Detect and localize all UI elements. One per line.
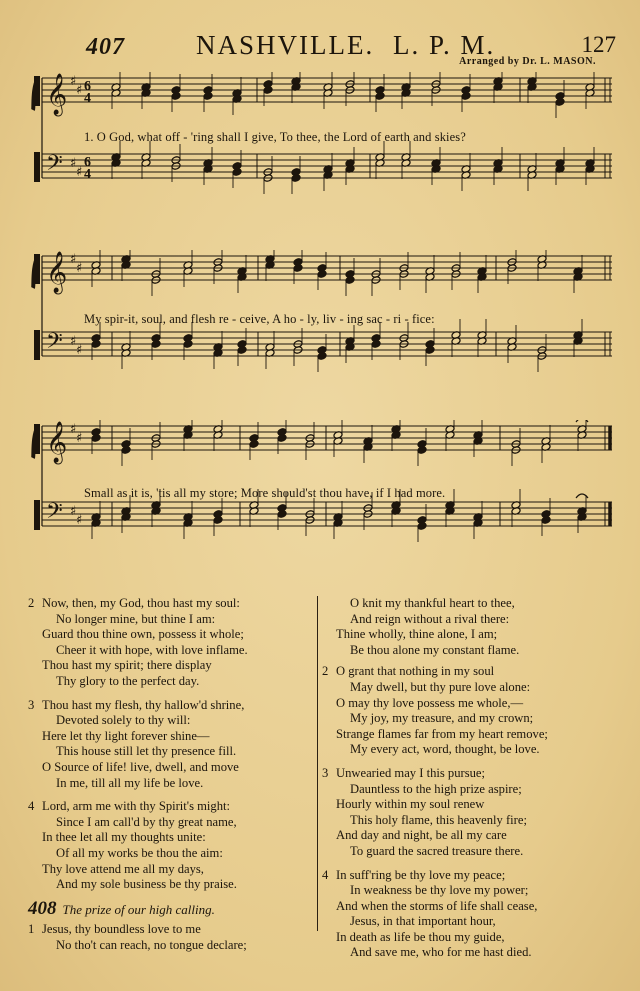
sharp-sign: ♯ [70,422,77,437]
verse-stanza [28,596,313,690]
hymn-408-number: 408 [28,897,57,919]
hymn-408-title: The prize of our high calling. [62,901,215,917]
verses-right-column [322,596,622,969]
tune-name: NASHVILLE. [196,30,375,60]
verse-line-text: This house still let thy presence fill. [56,744,237,759]
verse-line-text: Unwearied may I this pursue; [336,765,485,780]
bass-time-numerator: 6 [84,155,91,170]
verse-line-text: Be thou alone my constant flame. [350,642,520,657]
verse-line [322,766,622,782]
verse-line [322,914,622,930]
verse-line [322,711,622,727]
hymn-number: 407 [86,34,125,60]
treble-clef: 𝄞 [46,252,68,293]
verse-line-text: Now, then, my God, thou hast my soul: [42,596,240,610]
verse-line-text: In death as life be thou my guide, [336,929,505,944]
arranger-credit: Arranged by Dr. L. MASON. [459,56,596,67]
sharp-sign: ♯ [70,252,77,267]
verse-line [322,828,622,844]
verse-line-text: No longer mine, but thine I am: [56,611,216,626]
verse-line [322,930,622,946]
verse-line [28,729,313,745]
verse-line [322,813,622,829]
bracket-bottom [34,330,40,360]
sharp-sign: ♯ [76,513,83,528]
verse-line-text: Cheer it with hope, with love inflame. [56,642,248,657]
verse-line [322,680,622,696]
treble-time-numerator: 6 [84,79,91,94]
verse-line [28,938,313,954]
verse-line [28,922,313,938]
tune-meter: L. P. M. [392,30,496,60]
verse-line-text: In me, till all my life be love. [56,775,204,790]
sharp-sign: ♯ [70,74,77,89]
sharp-sign: ♯ [76,261,83,276]
verse-line [28,846,313,862]
verse-stanza [322,868,622,962]
verse-stanza [322,664,622,758]
bracket-top [34,76,40,106]
verse-line [28,674,313,690]
bracket-bottom [34,152,40,182]
verse-line-text: Devoted solely to thy will: [56,713,191,728]
verse-line [28,713,313,729]
verse-line-text: No tho't can reach, no tongue declare; [56,937,247,952]
verse-line-text: Thou hast my spirit; there display [42,658,212,673]
column-divider [317,596,318,931]
verse-line [322,612,622,628]
sharp-sign: ♯ [70,504,77,519]
verse-line [322,742,622,758]
verse-line-text: Thine wholly, thine alone, I am; [336,627,498,642]
verse-line [322,899,622,915]
verse-line-text: And day and night, be all my care [336,828,507,843]
verse-line-text: And my sole business be thy praise. [56,877,237,892]
lyric-line-1: 1. O God, what off - 'ring shall I give, To thee, the Lord of earth and skies? [84,130,466,144]
verse-line-text: Strange flames far from my heart remove; [336,726,548,741]
verse-line-text: May dwell, but thy pure love alone: [350,679,531,694]
verse-line [28,643,313,659]
verse-line-text: O may thy love possess me whole,— [336,695,524,710]
bass-clef: 𝄢 [46,499,63,529]
bracket-bottom [34,500,40,530]
verse-line-text: And reign without a rival there: [350,611,510,626]
sharp-sign: ♯ [76,165,83,180]
verse-line-text: Thou hast my flesh, thy hallow'd shrine, [42,697,245,712]
verse-line [28,830,313,846]
lyric-line-2: My spir-it, soul, and flesh re - ceive, A ho - ly, liv - ing sac - ri - fice: [84,312,435,326]
verse-line-text: To guard the sacred treasure there. [350,843,524,858]
verse-line [322,627,622,643]
verse-line-text: Thy glory to the perfect day. [56,673,200,688]
verse-line-text: Lord, arm me with thy Spirit's might: [42,799,231,814]
verse-number: 1 [28,922,35,937]
treble-time-denominator: 4 [84,91,91,106]
bass-clef: 𝄢 [46,329,63,359]
treble-clef: 𝄞 [46,74,68,115]
verse-line [28,658,313,674]
verse-line [28,799,313,815]
verse-line [28,698,313,714]
verse-line-text: Jesus, in that important hour, [350,914,496,929]
verse-line [322,868,622,884]
verse-number: 3 [28,697,35,712]
verse-line [28,744,313,760]
music-system-3 [30,420,616,580]
verse-line [28,627,313,643]
verse-line [28,815,313,831]
page-number: 127 [581,32,616,57]
verse-line-text: In weakness be thy love my power; [350,883,529,898]
verse-line-text: My every act, word, thought, be love. [350,742,540,757]
verse-line [322,727,622,743]
verse-line-text: In thee let all my thoughts unite: [42,830,206,845]
verse-line-text: O knit my thankful heart to thee, [350,596,515,610]
verses-left-column [28,596,313,961]
verse-stanza [322,596,622,658]
verse-line-text: Of all my works be thou the aim: [56,845,223,860]
verse-line [322,696,622,712]
verse-line [322,844,622,860]
verse-line-text: And when the storms of life shall cease, [336,898,538,913]
verse-stanza [322,766,622,860]
verse-line-text: Guard thou thine own, possess it whole; [42,627,244,642]
verse-line-text: Here let thy light forever shine— [42,728,210,743]
lyric-line-3: Small as it is, 'tis all my store; More should'st thou have, if I had more. [84,486,446,500]
verse-line [28,760,313,776]
verse-line-text: Since I am call'd by thy great name, [56,814,237,829]
verse-line [28,776,313,792]
verse-number: 2 [28,596,35,610]
verse-line-text: And save me, who for me hast died. [350,945,532,960]
verse-line [28,612,313,628]
music-score-1 [30,72,616,232]
sharp-sign: ♯ [76,343,83,358]
verse-number: 4 [322,867,329,882]
verse-line-text: Thy love attend me all my days, [42,861,204,876]
sharp-sign: ♯ [70,334,77,349]
verse-line [322,643,622,659]
verse-number: 4 [28,799,35,814]
hymn-408-heading [28,897,313,919]
bracket-top [34,254,40,284]
verse-line [322,883,622,899]
verse-line [322,782,622,798]
verse-line-text: My joy, my treasure, and my crown; [350,711,534,726]
verse-stanza [28,698,313,792]
bass-time-denominator: 4 [84,167,91,182]
music-score-2 [30,250,616,410]
verse-line-text: O grant that nothing in my soul [336,664,495,679]
bass-clef: 𝄢 [46,151,63,181]
verse-line-text: In suff'ring be thy love my peace; [336,867,506,882]
verse-line-text: Jesus, thy boundless love to me [42,922,201,937]
sharp-sign: ♯ [70,156,77,171]
verse-stanza [28,799,313,893]
verse-line [28,877,313,893]
verse-line [28,596,313,612]
verse-line [322,664,622,680]
bracket-top [34,424,40,454]
music-system-1 [30,72,616,232]
verse-stanza [28,922,313,953]
verse-line [28,862,313,878]
treble-clef: 𝄞 [46,422,68,463]
verse-number: 3 [322,765,329,780]
sharp-sign: ♯ [76,83,83,98]
verse-line [322,797,622,813]
music-system-2 [30,250,616,410]
verse-line-text: O Source of life! live, dwell, and move [42,759,239,774]
verse-line [322,945,622,961]
verse-line-text: Hourly within my soul renew [336,797,485,812]
verse-line-text: This holy flame, this heavenly fire; [350,812,527,827]
verse-line [322,596,622,612]
tune-title [196,30,495,61]
verse-line-text: Dauntless to the high prize aspire; [350,781,522,796]
sharp-sign: ♯ [76,431,83,446]
verse-number: 2 [322,664,329,679]
